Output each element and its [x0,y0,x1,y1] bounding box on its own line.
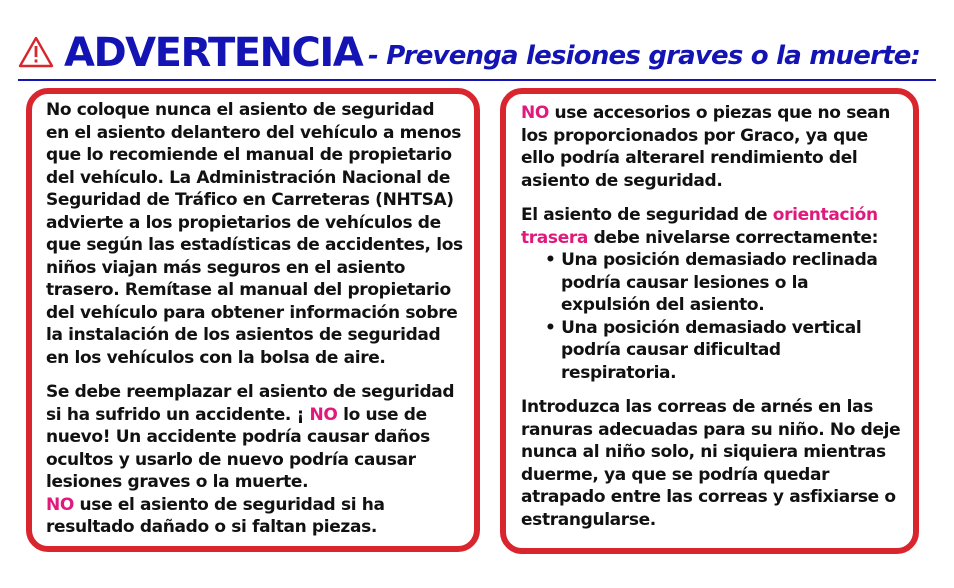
left-para2-line [46,404,474,427]
right-para3-line: duerme, ya que se podría quedar [521,464,830,485]
orientation-highlight: trasera [521,227,589,248]
left-para2-line: lesiones graves o la muerte. [46,472,309,492]
left-para1-line: del vehículo. La Administración Nacional de [46,167,451,188]
text-segment: lo use de [337,404,427,425]
text-segment: use el asiento de seguridad si ha [73,494,385,515]
right-para1-line: los proporcionados por Graco, ya que [521,125,868,146]
left-para2-line: nuevo! Un accidente podría causar daños [46,427,430,447]
bullet-continuation: podría causar dificultad [561,340,781,360]
left-para1-line: que según las estadísticas de accidentes, los [46,235,463,255]
no-highlight: NO [309,404,338,425]
warning-triangle-icon [18,36,54,68]
no-highlight: NO [46,494,74,515]
left-para2-line: Se debe reemplazar el asiento de seguridad [46,382,455,402]
no-highlight: NO [521,103,549,123]
left-para2-line: ocultos y usarlo de nuevo podría causar [46,449,416,470]
right-para3-line: atrapado entre las correas y asfixiarse o [521,487,896,507]
right-warning-panel [500,88,919,554]
left-para1-line: del vehículo para obtener información sobre [46,302,458,323]
right-para3-line: ranuras adecuadas para su niño. No deje [521,419,901,440]
bullet-item: • Una posición demasiado reclinada [545,250,878,270]
right-para2-line [521,204,913,227]
text-segment: si ha sufrido un accidente. ¡ [46,404,310,425]
bullet-continuation: podría causar lesiones o la [561,272,809,293]
warning-header [18,30,938,80]
bullet-continuation: respiratoria. [561,362,677,383]
left-para1-line: en los vehículos con la bolsa de aire. [46,347,386,368]
left-para1-line: en el asiento delantero del vehículo a menos [46,122,462,143]
left-para1-line: niños viajan más seguros en el asiento [46,257,406,278]
left-para1-line: la instalación de los asientos de seguridad [46,325,441,345]
text-segment: debe nivelarse correctamente: [588,227,879,248]
right-para2-line [521,227,913,250]
left-para1-line: No coloque nunca el asiento de seguridad [46,100,435,120]
left-warning-panel [26,88,480,552]
text-segment: El asiento de seguridad de [521,205,773,225]
right-para3-line: estrangularse. [521,509,656,530]
warning-subtitle: - Prevenga lesiones graves o la muerte: [368,41,921,71]
right-para3-line: Introduzca las correas de arnés en las [521,397,873,417]
left-para1-line: trasero. Remítase al manual del propietario [46,280,451,300]
right-para3-line: nunca al niño solo, ni siquiera mientras [521,442,886,462]
bullet-continuation: expulsión del asiento. [561,295,765,315]
left-para1-line: que lo recomiende el manual de propietario [46,145,452,165]
orientation-highlight: orientación [772,205,878,225]
left-para2-line [46,494,474,517]
left-para2-line: resultado dañado o si faltan piezas. [46,517,377,537]
text-segment: use accesorios o piezas que no sean [548,103,891,123]
bullet-item: • Una posición demasiado vertical [545,317,862,338]
warning-title: ADVERTENCIA [64,30,363,76]
header-divider [18,79,936,81]
left-para1-line: advierte a los propietarios de vehículos de [46,212,441,233]
left-para1-line: Seguridad de Tráfico en Carreteras (NHTSA) [46,190,454,210]
right-para1-line: ello podría alterarel rendimiento del [521,148,858,168]
right-para1-line: asiento de seguridad. [521,170,723,191]
right-para1-line [521,102,913,125]
